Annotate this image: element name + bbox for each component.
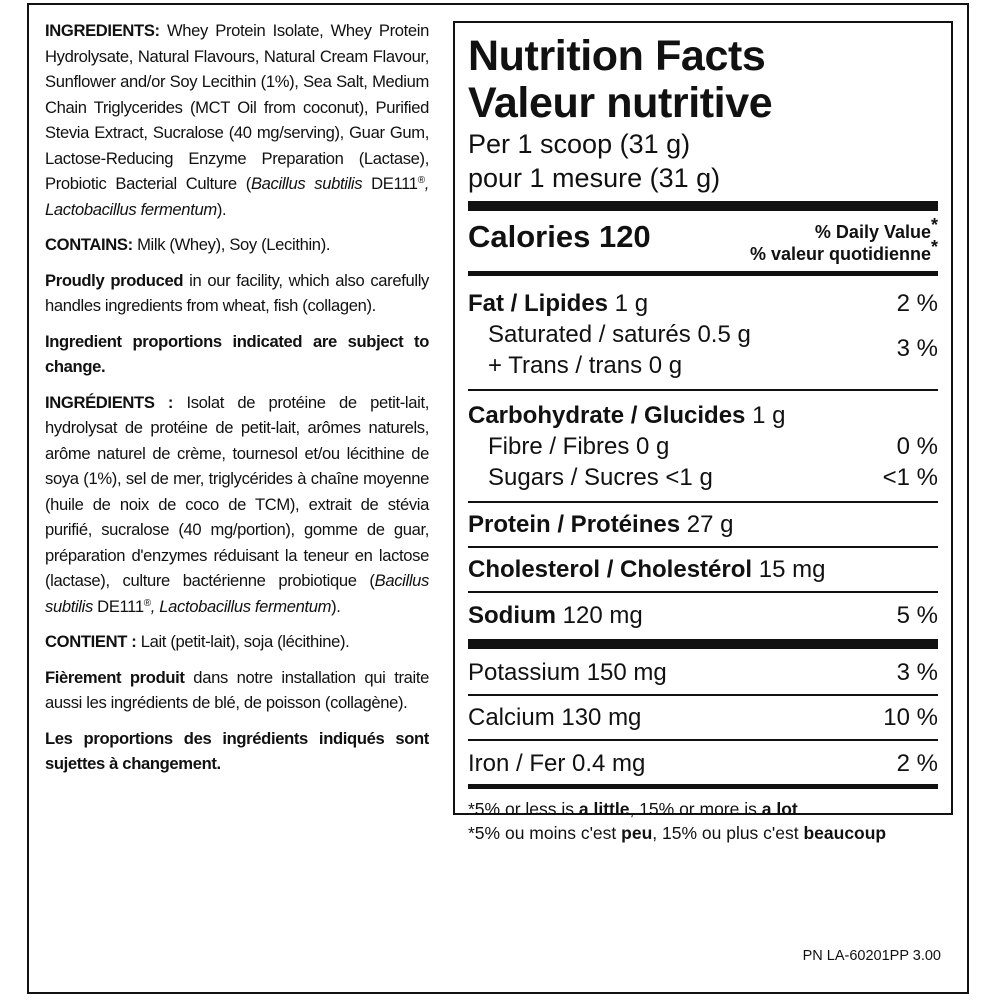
potassium-percent: 3 % xyxy=(896,659,938,686)
contains-fr-text: Lait (petit-lait), soja (lécithine). xyxy=(136,632,350,651)
iron-percent: 2 % xyxy=(896,750,938,777)
footnote-en-text-2: , 15% or more is xyxy=(629,799,762,819)
sodium-value: 120 mg xyxy=(556,602,643,629)
protein-label: Protein / Protéines xyxy=(468,511,681,538)
ingredients-fr-label: INGRÉDIENTS : xyxy=(45,392,174,412)
fat-percent: 2 % xyxy=(896,290,938,317)
facility-en xyxy=(45,268,429,319)
protein-row xyxy=(468,509,938,540)
potassium-label: Potassium 150 mg xyxy=(468,659,667,686)
facility-en-label: Proudly produced xyxy=(45,270,184,290)
part-number: PN LA-60201PP 3.00 xyxy=(802,948,941,964)
facility-en-text: in our facility, which also carefully handles ingredients from wheat, fish (collagen). xyxy=(45,270,429,315)
footnote-en-lot: a lot xyxy=(761,799,798,819)
contains-en-label: CONTAINS: xyxy=(45,235,133,254)
ingredients-fr-strain: DE111 xyxy=(92,596,144,616)
facility-fr-text: dans notre installation qui traite aussi les ingrédients de blé, de poisson (collagène). xyxy=(45,667,429,712)
divider-medium xyxy=(468,784,938,789)
serving-size-fr: pour 1 mesure (31 g) xyxy=(468,163,721,193)
saturated-row xyxy=(468,319,938,350)
proportions-en xyxy=(45,329,429,380)
fibre-row xyxy=(468,431,938,462)
fibre-percent: 0 % xyxy=(896,433,938,460)
footnote xyxy=(468,797,938,845)
daily-value-asterisk-en: * xyxy=(930,215,938,235)
sodium-row xyxy=(468,600,938,631)
ingredients-en-reg: ® xyxy=(417,175,425,186)
proportions-fr xyxy=(45,726,429,777)
carbohydrate-value: 1 g xyxy=(745,402,786,429)
calcium-label: Calcium 130 mg xyxy=(468,704,642,731)
trans-label: + Trans / trans 0 g xyxy=(488,352,683,379)
carbohydrate-row xyxy=(468,400,938,431)
nutrition-facts-panel xyxy=(453,21,953,843)
contains-en-text: Milk (Whey), Soy (Lecithin). xyxy=(132,235,331,254)
saturated-label: Saturated / saturés 0.5 g xyxy=(488,321,751,348)
footnote-fr-beaucoup: beaucoup xyxy=(803,823,887,843)
ingredients-fr-reg: ® xyxy=(143,597,151,609)
protein-value: 27 g xyxy=(680,511,734,538)
saturated-trans-percent: 3 % xyxy=(896,335,938,362)
calories-value: Calories 120 xyxy=(468,219,651,254)
ingredients-en-bacillus: Bacillus subtilis xyxy=(250,174,363,193)
nutrition-title-en: Nutrition Facts xyxy=(468,32,766,80)
calcium-percent: 10 % xyxy=(883,704,938,731)
calories-row xyxy=(468,217,938,271)
ingredients-en-end: ). xyxy=(216,199,227,219)
fat-row xyxy=(468,288,938,319)
ingredients-fr-end: ). xyxy=(331,596,341,616)
contains-en xyxy=(45,232,429,258)
potassium-row xyxy=(468,657,938,688)
contains-fr xyxy=(45,629,429,655)
proportions-fr-text: Les proportions des ingrédients indiqués sont sujettes à changement. xyxy=(45,728,429,773)
sugars-label: Sugars / Sucres <1 g xyxy=(488,464,713,491)
ingredients-fr-lacto: , Lactobacillus fermentum xyxy=(150,596,332,616)
saturated-trans-group xyxy=(468,319,938,381)
footnote-fr xyxy=(468,821,938,845)
ingredients-en-text: Whey Protein Isolate, Whey Protein Hydrolysate, Natural Flavours, Natural Cream Flavour, Sunflower and/or Soy Lecithin (1%), Sea Salt, Medium Chain Triglycerides (MCT Oil from coconut), Purified Stevia Extract, Sucralose (40 mg/serving), Guar Gum, Lactose-Reducing Enzyme Preparation (Lactase), Probiotic Bacterial Culture ( xyxy=(45,21,429,193)
footnote-en-little: a little xyxy=(578,799,630,819)
facility-fr xyxy=(45,665,429,716)
ingredients-en-lacto: , Lactobacillus fermentum xyxy=(45,174,429,219)
footnote-en-text-1: *5% or less is xyxy=(468,799,579,819)
cholesterol-label: Cholesterol / Cholestérol xyxy=(468,556,753,583)
trans-row xyxy=(468,350,938,381)
ingredients-en-label: INGREDIENTS: xyxy=(45,21,160,40)
nutrition-title-fr: Valeur nutritive xyxy=(468,79,773,127)
facility-fr-label: Fièrement produit xyxy=(45,667,185,687)
daily-value-en: % Daily Value xyxy=(814,222,931,242)
ingredients-fr-bacillus: Bacillus subtilis xyxy=(45,571,429,616)
sodium-label: Sodium xyxy=(468,602,556,629)
ingredients-fr xyxy=(45,390,429,620)
carbohydrate-label: Carbohydrate / Glucides xyxy=(468,402,746,429)
proportions-en-text: Ingredient proportions indicated are subject to change. xyxy=(45,331,429,376)
footnote-en xyxy=(468,797,938,821)
daily-value-fr: % valeur quotidienne xyxy=(749,244,931,264)
ingredients-en xyxy=(45,18,429,222)
footnote-fr-text-2: , 15% ou plus c'est xyxy=(652,823,804,843)
fibre-label: Fibre / Fibres 0 g xyxy=(488,433,670,460)
ingredients-fr-text: Isolat de protéine de petit-lait, hydrolysat de protéine de petit-lait, arômes naturels, arôme naturel de crème, tournesol et/ou lécithine de soya (1%), sel de mer, triglycérides à chaîne moyenne (huile de noix de coco de TCM), extrait de stévia purifié, sucralose (40 mg/portion), gomme de guar, préparation d'enzymes réduisant la teneur en lactose (lactase), culture bactérienne probiotique ( xyxy=(45,392,429,590)
sugars-row xyxy=(468,462,938,493)
cholesterol-row xyxy=(468,554,938,585)
fat-label: Fat / Lipides xyxy=(468,290,609,317)
ingredients-column xyxy=(45,18,429,787)
daily-value-asterisk-fr: * xyxy=(930,237,938,257)
sodium-percent: 5 % xyxy=(896,602,938,629)
footnote-fr-text-1: *5% ou moins c'est xyxy=(468,823,622,843)
serving-size-en: Per 1 scoop (31 g) xyxy=(468,129,691,159)
iron-row xyxy=(468,748,938,779)
daily-value-header xyxy=(749,215,938,265)
iron-label: Iron / Fer 0.4 mg xyxy=(468,750,646,777)
contains-fr-label: CONTIENT : xyxy=(45,632,137,651)
calcium-row xyxy=(468,702,938,733)
sugars-percent: <1 % xyxy=(882,464,938,491)
cholesterol-value: 15 mg xyxy=(752,556,826,583)
divider-thick xyxy=(468,201,938,211)
fat-value: 1 g xyxy=(608,290,649,317)
divider-thick xyxy=(468,639,938,649)
ingredients-en-strain: DE111 xyxy=(362,174,418,193)
footnote-fr-peu: peu xyxy=(621,823,653,843)
